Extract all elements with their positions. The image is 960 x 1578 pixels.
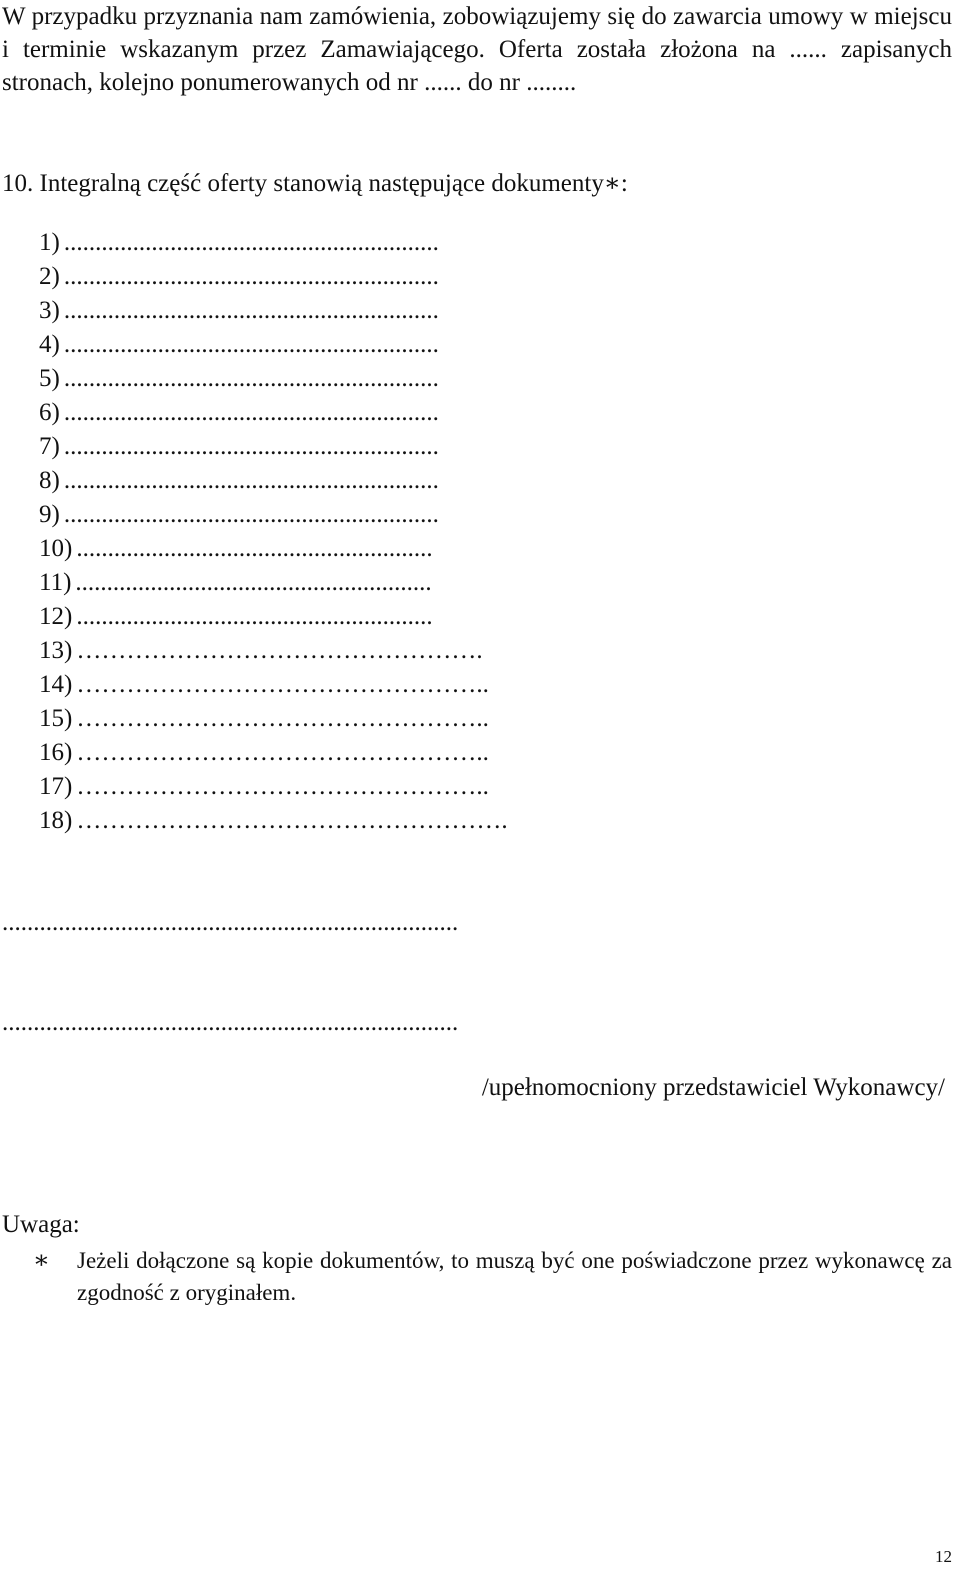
- document-list-item: [39, 634, 508, 668]
- document-list-item: [39, 362, 508, 396]
- document-item-number: 6): [39, 399, 60, 426]
- document-item-fill-line: ............................................................: [63, 399, 439, 426]
- document-item-number: 16): [39, 739, 73, 766]
- document-list-item: [39, 396, 508, 430]
- document-item-number: 17): [39, 773, 73, 800]
- document-list-item: [39, 430, 508, 464]
- document-item-fill-line: ............................................................: [63, 501, 439, 528]
- document-item-fill-line: .........................................................: [76, 535, 433, 562]
- document-item-fill-line: …………………………………………..: [76, 739, 489, 766]
- document-item-fill-line: ............................................................: [63, 229, 439, 256]
- document-item-fill-line: .........................................................: [75, 569, 432, 596]
- document-list-item: [39, 464, 508, 498]
- document-list-item: [39, 702, 508, 736]
- document-list-item: [39, 260, 508, 294]
- document-list-item: [39, 600, 508, 634]
- document-item-fill-line: …………………………………………..: [76, 671, 489, 698]
- document-item-number: 10): [39, 535, 73, 562]
- document-item-fill-line: ............................................................: [63, 433, 439, 460]
- documents-list: [39, 226, 508, 838]
- document-item-fill-line: …………………………………………….: [76, 807, 508, 834]
- document-item-number: 2): [39, 263, 60, 290]
- document-list-item: [39, 498, 508, 532]
- document-item-fill-line: ............................................................: [63, 467, 439, 494]
- document-item-fill-line: …………………………………………..: [76, 705, 489, 732]
- note-title: Uwaga:: [2, 1211, 80, 1238]
- document-item-fill-line: .........................................................: [76, 603, 433, 630]
- document-item-number: 4): [39, 331, 60, 358]
- document-item-number: 11): [39, 569, 72, 596]
- document-item-number: 13): [39, 637, 73, 664]
- document-list-item: [39, 804, 508, 838]
- document-item-fill-line: ............................................................: [63, 263, 439, 290]
- document-item-number: 14): [39, 671, 73, 698]
- asterisk-icon: ∗: [33, 1247, 50, 1274]
- document-item-number: 12): [39, 603, 73, 630]
- signature-date-dots: .........................................................................: [2, 909, 459, 936]
- document-item-fill-line: ............................................................: [63, 331, 439, 358]
- document-item-number: 1): [39, 229, 60, 256]
- document-list-item: [39, 770, 508, 804]
- signature-line-dots: .........................................................................: [2, 1009, 459, 1036]
- intro-paragraph-block: [2, 0, 952, 99]
- document-item-fill-line: ............................................................: [63, 297, 439, 324]
- document-item-number: 18): [39, 807, 73, 834]
- document-list-item: [39, 736, 508, 770]
- document-list-item: [39, 566, 508, 600]
- section-heading: 10. Integralną część oferty stanowią następujące dokumenty∗:: [2, 170, 628, 197]
- document-item-fill-line: ............................................................: [63, 365, 439, 392]
- document-list-item: [39, 532, 508, 566]
- signature-caption: /upełnomocniony przedstawiciel Wykonawcy/: [481, 1074, 945, 1101]
- document-item-number: 8): [39, 467, 60, 494]
- document-item-number: 9): [39, 501, 60, 528]
- document-item-number: 3): [39, 297, 60, 324]
- document-list-item: [39, 226, 508, 260]
- document-item-number: 15): [39, 705, 73, 732]
- document-list-item: [39, 328, 508, 362]
- page-number: 12: [935, 1547, 952, 1566]
- document-item-fill-line: ………………………………………….: [76, 637, 483, 664]
- intro-paragraph: W przypadku przyznania nam zamówienia, zobowiązujemy się do zawarcia umowy w miejscu i terminie wskazanym przez Zamawiającego. Oferta została złożona na ...... zapisanych stronach, kolejno ponumerowanych od nr ...... do nr ........: [2, 3, 952, 96]
- document-item-number: 7): [39, 433, 60, 460]
- note-text: Jeżeli dołączone są kopie dokumentów, to muszą być one poświadczone przez wykonawcę za zgodność z oryginałem.: [77, 1248, 952, 1305]
- document-item-fill-line: …………………………………………..: [76, 773, 489, 800]
- document-list-item: [39, 668, 508, 702]
- document-list-item: [39, 294, 508, 328]
- document-item-number: 5): [39, 365, 60, 392]
